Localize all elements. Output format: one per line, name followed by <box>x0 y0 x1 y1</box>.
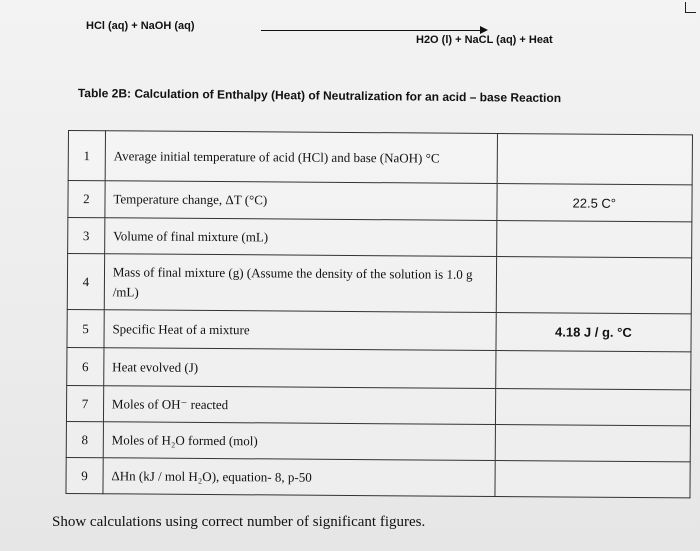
row-description: ΔHn (kJ / mol H₂O), equation- 8, p-50 <box>103 458 495 497</box>
row-description: Mass of final mixture (g) (Assume the density of the solution is 1.0 g /mL) <box>104 254 496 313</box>
table-row <box>67 309 691 351</box>
enthalpy-table <box>65 130 693 498</box>
row-number: 4 <box>67 254 104 310</box>
page-corner-mark <box>685 2 696 13</box>
table-row <box>66 385 690 425</box>
row-value[interactable] <box>495 424 691 461</box>
row-number: 8 <box>66 421 103 457</box>
row-description: Specific Heat of a mixture <box>104 310 496 351</box>
row-number: 2 <box>68 181 105 218</box>
row-description: Moles of OH⁻ reacted <box>103 386 495 425</box>
row-description: Moles of H₂O formed (mol) <box>103 422 495 461</box>
row-description: Heat evolved (J) <box>104 348 496 389</box>
row-number: 5 <box>67 309 104 347</box>
table-row <box>68 131 692 185</box>
row-value[interactable] <box>497 133 693 184</box>
equation-reactants: HCl (aq) + NaOH (aq) <box>86 20 195 32</box>
row-number: 6 <box>67 347 104 385</box>
equation-products: H2O (l) + NaCL (aq) + Heat <box>416 34 553 46</box>
table-row <box>68 218 692 258</box>
row-description: Volume of final mixture (mL) <box>104 218 496 257</box>
reaction-equation <box>86 14 646 44</box>
reaction-arrow <box>261 30 486 31</box>
table-row <box>66 457 690 497</box>
row-number: 9 <box>66 457 103 493</box>
row-value[interactable] <box>496 256 692 313</box>
table-row <box>66 421 690 461</box>
row-value[interactable] <box>495 460 691 497</box>
row-value[interactable]: 4.18 J / g. °C <box>496 312 692 351</box>
row-description: Temperature change, ΔT (°C) <box>105 181 497 221</box>
table-row <box>68 181 692 222</box>
table-row <box>67 347 691 389</box>
row-value[interactable] <box>495 350 691 389</box>
row-value[interactable] <box>496 220 692 257</box>
footer-note: Show calculations using correct number of significant figures. <box>52 514 426 530</box>
row-number: 7 <box>66 385 103 421</box>
row-description: Average initial temperature of acid (HCl) and base (NaOH) °C <box>105 131 497 184</box>
table-caption: Table 2B: Calculation of Enthalpy (Heat) of Neutralization for an acid – base Reaction <box>77 85 562 106</box>
table-row <box>67 254 691 314</box>
row-value[interactable] <box>495 388 691 425</box>
row-number: 1 <box>68 131 105 181</box>
row-value[interactable]: 22.5 C° <box>496 183 692 221</box>
row-number: 3 <box>68 218 105 254</box>
